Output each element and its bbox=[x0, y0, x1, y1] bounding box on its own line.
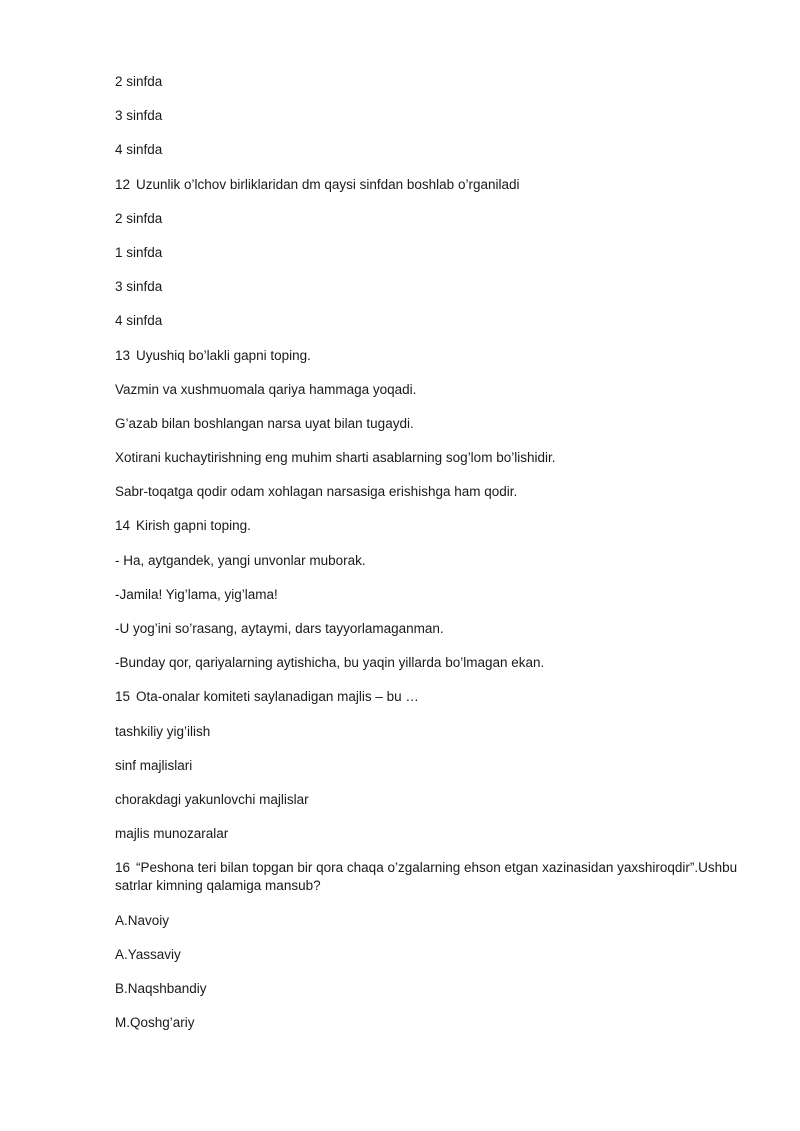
question-16 bbox=[115, 859, 745, 895]
answer-option: Xotirani kuchaytirishning eng muhim sharti asablarning sog’lom bo’lishidir. bbox=[115, 450, 556, 466]
answer-option: - Ha, aytgandek, yangi unvonlar muborak. bbox=[115, 552, 366, 568]
answer-option: -U yog’ini so’rasang, aytaymi, dars tayyorlamaganman. bbox=[115, 621, 444, 636]
answer-option: B.Naqshbandiy bbox=[115, 980, 207, 996]
answer-option: A.Navoiy bbox=[115, 912, 170, 928]
question-text: Kirish gapni toping. bbox=[136, 518, 251, 534]
question-13 bbox=[115, 347, 745, 365]
answer-option: chorakdagi yakunlovchi majlislar bbox=[115, 791, 309, 807]
question-12 bbox=[115, 176, 745, 194]
answer-option: 3 sinfda bbox=[115, 279, 163, 295]
document-content bbox=[115, 73, 745, 1048]
answer-option: sinf majlislari bbox=[115, 757, 193, 773]
answer-option: M.Qoshg’ariy bbox=[115, 1015, 195, 1031]
answer-option: 2 sinfda bbox=[115, 210, 163, 226]
answer-option: tashkiliy yig’ilish bbox=[115, 723, 211, 739]
answer-option: G’azab bilan boshlangan narsa uyat bilan tugaydi. bbox=[115, 415, 414, 431]
answer-option: Vazmin va xushmuomala qariya hammaga yoqadi. bbox=[115, 381, 417, 397]
question-number: 14 bbox=[115, 518, 131, 534]
answer-option: -Bunday qor, qariyalarning aytishicha, bu yaqin yillarda bo’lmagan ekan. bbox=[115, 655, 545, 671]
question-text: Uzunlik o’lchov birliklaridan dm qaysi sinfdan boshlab o’rganiladi bbox=[136, 176, 520, 192]
answer-option: -Jamila! Yig’lama, yig’lama! bbox=[115, 586, 278, 602]
answer-option: majlis munozaralar bbox=[115, 826, 229, 842]
answer-option: Sabr-toqatga qodir odam xohlagan narsasiga erishishga ham qodir. bbox=[115, 484, 518, 500]
question-14 bbox=[115, 517, 745, 535]
answer-option: 1 sinfda bbox=[115, 244, 163, 260]
answer-option: A.Yassaviy bbox=[115, 946, 181, 962]
question-text: Uyushiq bo’lakli gapni toping. bbox=[136, 347, 311, 363]
answer-option: 2 sinfda bbox=[115, 74, 163, 89]
answer-option: 3 sinfda bbox=[115, 108, 163, 124]
question-number: 12 bbox=[115, 176, 131, 192]
answer-option: 4 sinfda bbox=[115, 142, 163, 158]
question-number: 13 bbox=[115, 347, 131, 363]
question-text: “Peshona teri bilan topgan bir qora chaqa o’zgalarning ehson etgan xazinasidan yaxshiroqdir”.Ushbu satrlar kimning qalamiga mansub? bbox=[115, 860, 738, 894]
question-number: 16 bbox=[115, 860, 131, 876]
question-text: Ota-onalar komiteti saylanadigan majlis – bu … bbox=[136, 689, 419, 705]
question-number: 15 bbox=[115, 689, 131, 705]
answer-option: 4 sinfda bbox=[115, 313, 163, 329]
question-15 bbox=[115, 688, 745, 706]
